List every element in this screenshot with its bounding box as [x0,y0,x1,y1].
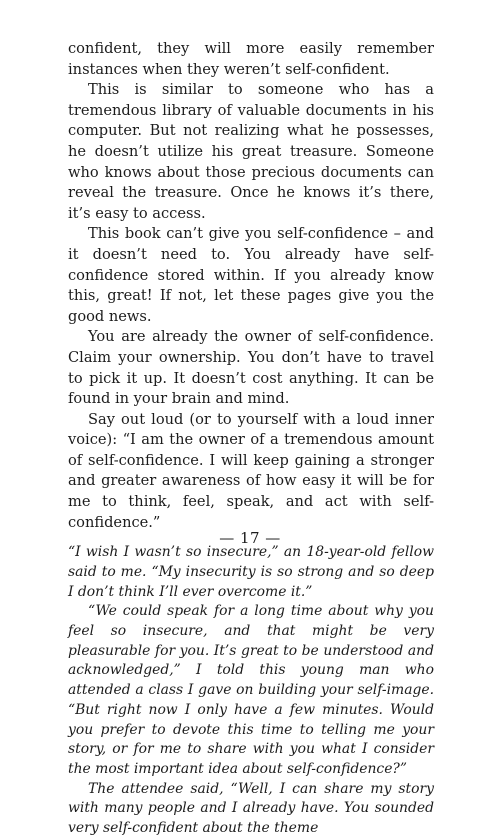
paragraph: Say out loud (or to yourself with a loud inner voice): “I am the owner of a tremendous amount of self-confidence. I will keep gaining a stronger and greater awareness of how easy it will be for me to think, feel, speak, and act with self-confidence.” [68,410,434,531]
anecdote-paragraph: “I wish I wasn’t so insecure,” an 18-year-old fellow said to me. “My insecurity is so strong and so deep I don’t think I’ll ever overcome it.” [68,544,434,600]
paragraph: You are already the owner of self-confidence. Claim your ownership. You don’t have to travel to pick it up. It doesn’t cost anything. It can be found in your brain and mind. [68,328,434,408]
paragraph: This book can’t give you self-confidence – and it doesn’t need to. You already have self-confidence stored within. If you already know this, great! If not, let these pages give you the good news. [68,225,434,325]
page-number: — 17 — [219,529,281,547]
italic-anecdote [68,543,434,839]
paragraph-continued: confident, they will more easily remember instances when they weren’t self-confident. [68,40,434,78]
paragraph: This is similar to someone who has a tremendous library of valuable documents in his computer. But not realizing what he possesses, he doesn’t utilize his great treasure. Someone who knows about those precious documents can reveal the treasure. Once he knows it’s there, it’s easy to access. [68,81,434,222]
body-text [68,39,434,839]
anecdote-paragraph: “We could speak for a long time about why you feel so insecure, and that might be very pleasurable for you. It’s great to be understood and acknowledged,” I told this young man who attended a class I gave on building your self-image. “But right now I only have a few minutes. Would you prefer to devote this time to telling me your story, or for me to share with you what I consider the most important idea about self-confidence?” [68,603,434,777]
anecdote-paragraph: The attendee said, “Well, I can share my story with many people and I already have. You sounded very self-confident about the theme [68,780,434,837]
